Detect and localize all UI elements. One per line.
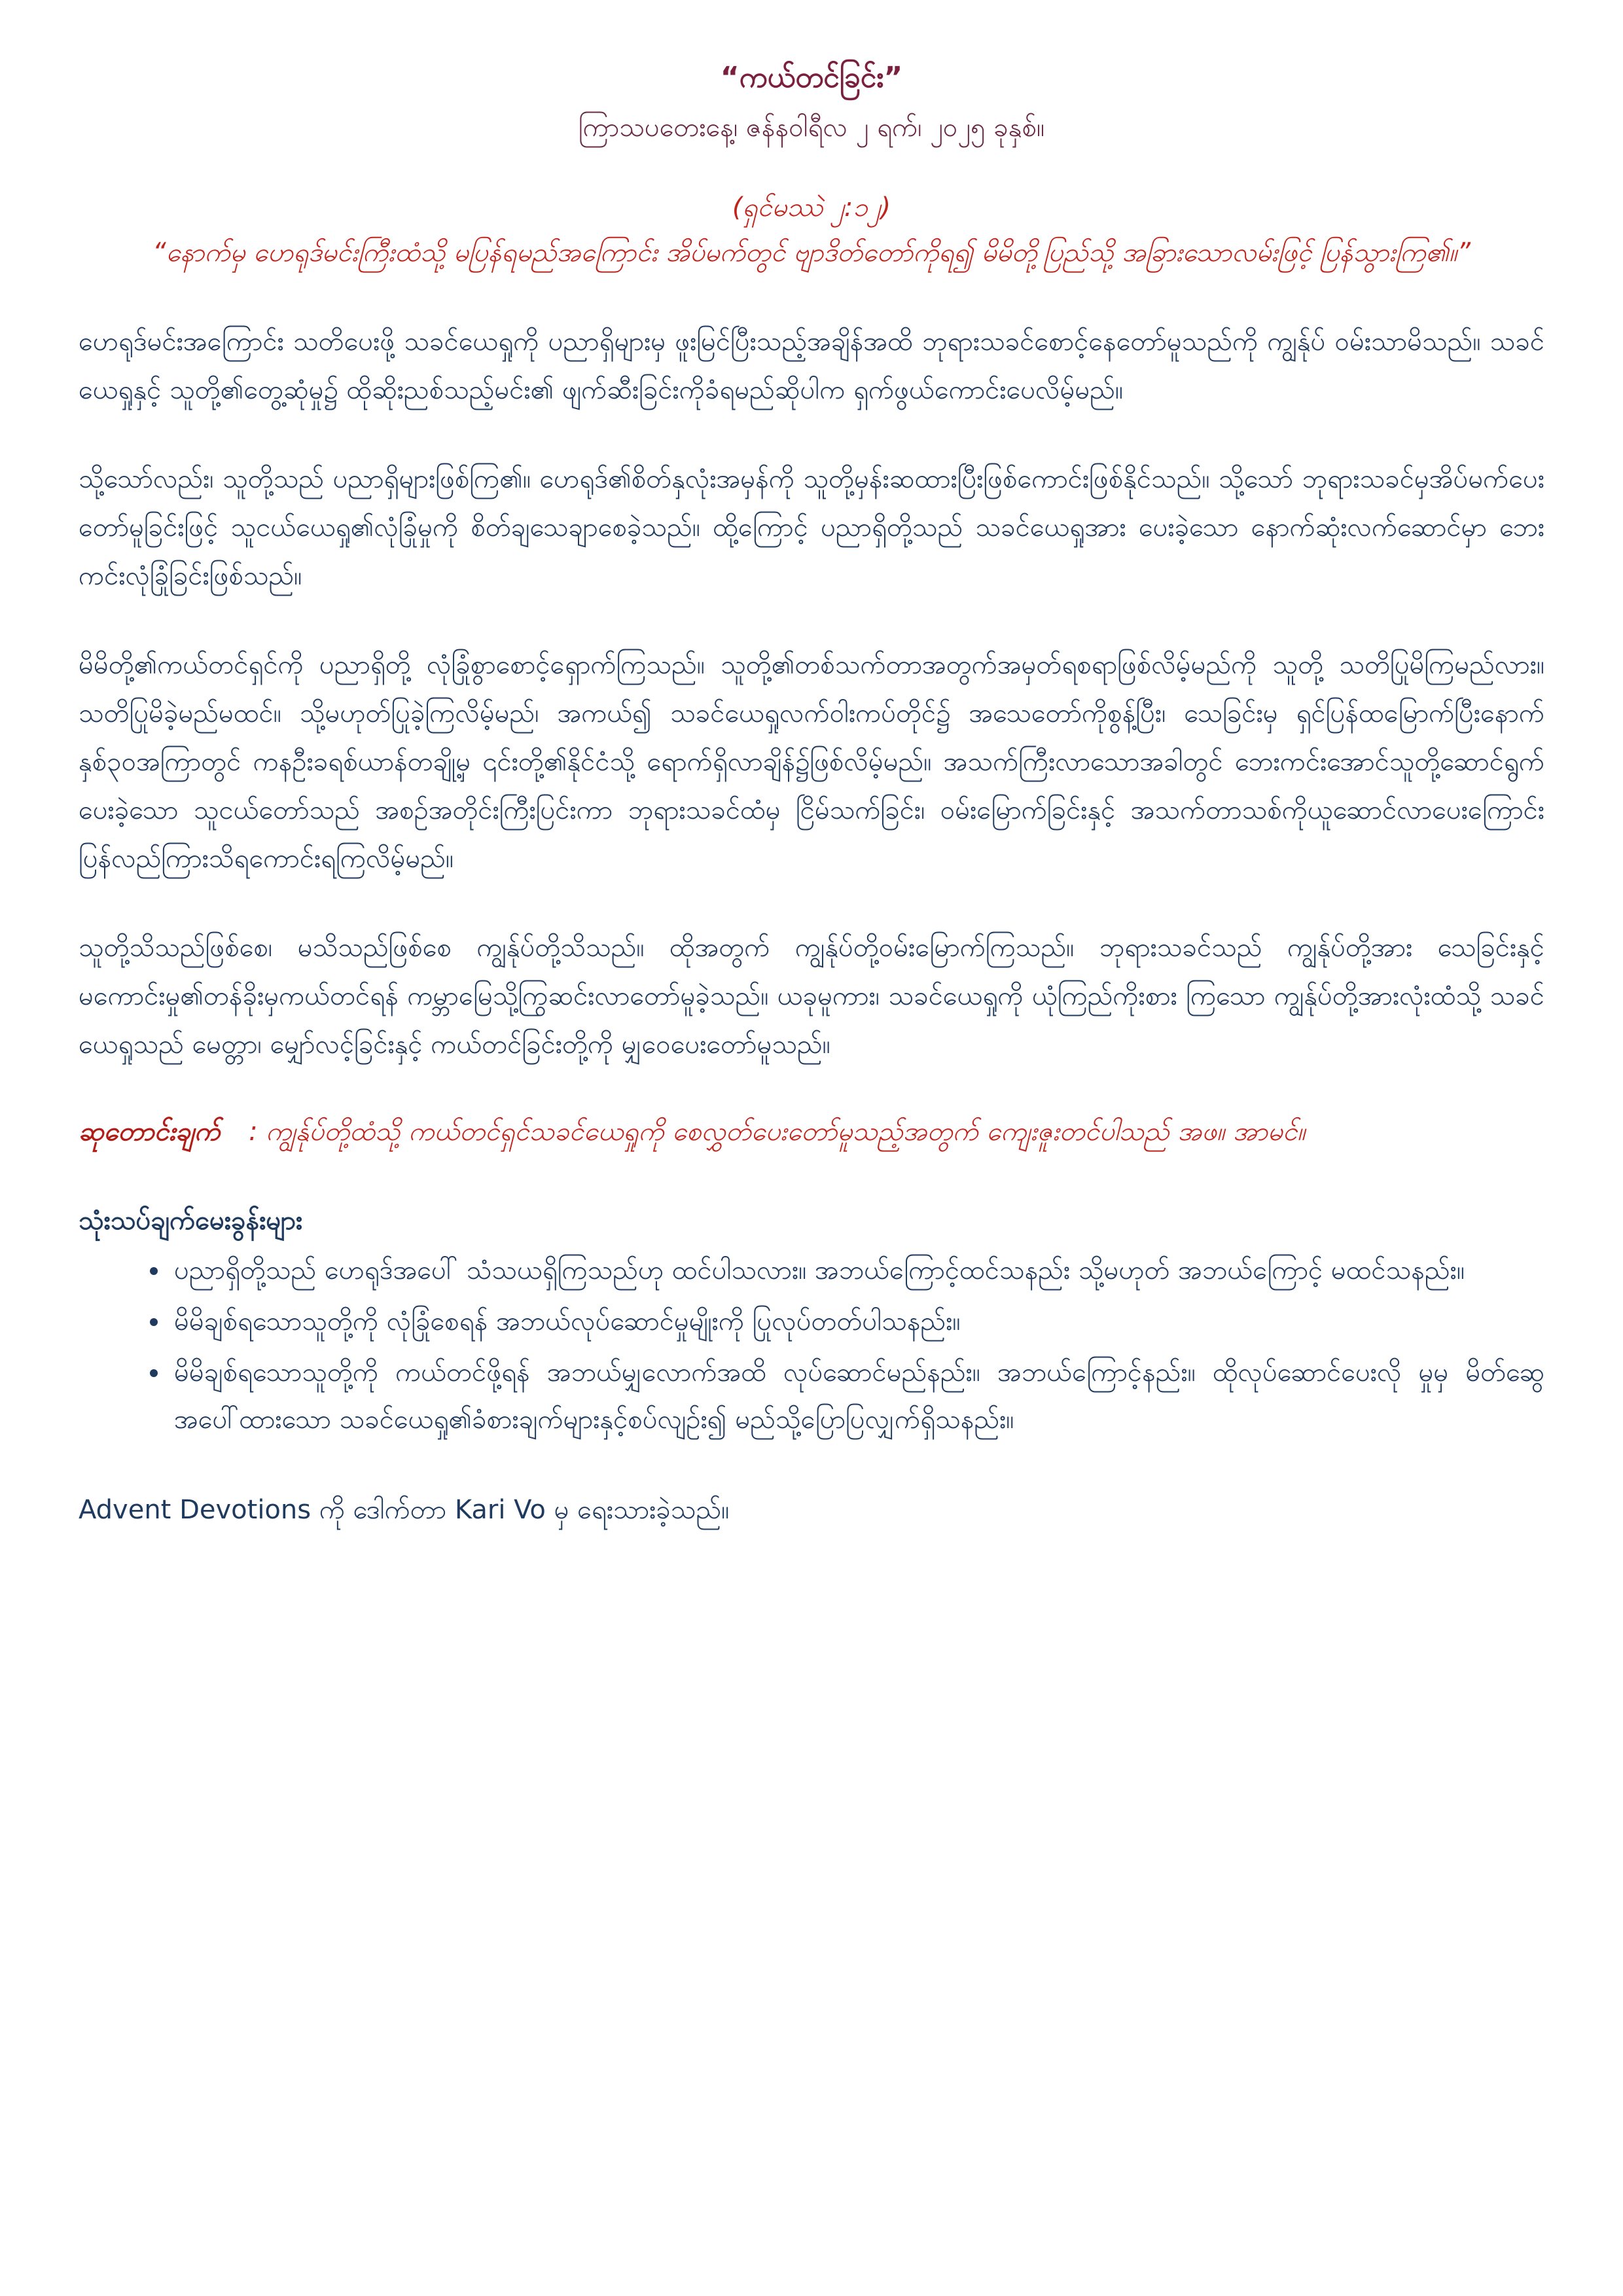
date-line: ကြာသပတေးနေ့၊ ဇန်နဝါရီလ ၂ ရက်၊ ၂၀၂၅ ခုနှစ်။ [578,113,1045,143]
prayer [79,1109,1544,1154]
verse-reference: (ရှင်မဿဲ ၂:၁၂) [732,192,891,223]
question-item: • မိမိချစ်ရသောသူတို့ကို ကယ်တင်ဖို့ရန် အဘယ်မျှလောက်အထိ လုပ်ဆောင်မည်နည်း။ အဘယ်ကြောင့်နည်း။ ထိုလုပ်ဆောင်ပေးလို မှုမှ မိတ်ဆွေအပေါ်ထားသော သခင်ယေရှု၏ခံစားချက်များနှင့်စပ်လျဉ်း၍ မည်သို့ပြောပြလျှက်ရှိသနည်း။ [170,1349,1544,1443]
question-item: • ပညာရှိတို့သည် ဟေရုဒ်အပေါ် သံသယရှိကြသည်ဟု ထင်ပါသလား။ အဘယ်ကြောင့်ထင်သနည်း သို့မဟုတ် အဘယ်ကြောင့် မထင်သနည်း။ [170,1247,1544,1294]
question-item: • မိမိချစ်ရသောသူတို့ကို လုံခြုံစေရန် အဘယ်လုပ်ဆောင်မှုမျိုးကို ပြုလုပ်တတ်ပါသနည်း။ [170,1298,1544,1345]
verse-text: “နောက်မှ ဟေရုဒ်မင်းကြီးထံသို့ မပြန်ရမည်အကြောင်း အိပ်မက်တွင် ဗျာဒိတ်တော်ကိုရ၍ မိမိတို့ပြည်သို့ အခြားသောလမ်းဖြင့် ပြန်သွားကြ၏။” [152,238,1471,268]
questions-title: သုံးသပ်ချက်မေးခွန်းများ [79,1206,303,1236]
questions-list [79,1247,1544,1443]
prayer-label: ဆုတောင်းချက် [79,1117,221,1147]
prayer-text: : ကျွန်ုပ်တို့ထံသို့ ကယ်တင်ရှင်သခင်ယေရှုကို စေလွှတ်ပေးတော်မူသည့်အတွက် ကျေးဇူးတင်ပါသည် အဖ။ အာမင်။ [249,1117,1306,1147]
paragraph-4: သူတို့သိသည်ဖြစ်စေ၊ မသိသည်ဖြစ်စေ ကျွန်ုပ်တို့သိသည်။ ထိုအတွက် ကျွန်ုပ်တို့ဝမ်းမြောက်ကြသည်။ ဘုရားသခင်သည် ကျွန်ုပ်တို့အား သေခြင်းနှင့် မကောင်းမှု၏တန်ခိုးမှကယ်တင်ရန် ကမ္ဘာမြေသို့ကြွဆင်းလာတော်မူခဲ့သည်။ ယခုမူကား၊ သခင်ယေရှုကို ယုံကြည်ကိုးစား ကြသော ကျွန်ုပ်တို့အားလုံးထံသို့ သခင်ယေရှုသည် မေတ္တာ၊ မျှော်လင့်ခြင်းနှင့် ကယ်တင်ခြင်းတို့ကို မျှဝေပေးတော်မူသည်။ [79,933,1544,1060]
paragraph-2: သို့သော်လည်း၊ သူတို့သည် ပညာရှိများဖြစ်ကြ၏။ ဟေရုဒ်၏စိတ်နှလုံးအမှန်ကို သူတို့မှန်းဆထားပြီးဖြစ်ကောင်းဖြစ်နိုင်သည်။ သို့သော် ဘုရားသခင်မှအိပ်မက်ပေးတော်မူခြင်းဖြင့် သူငယ်ယေရှု၏လုံခြုံမှုကို စိတ်ချသေချာစေခဲ့သည်။ ထို့ကြောင့် ပညာရှိတို့သည် သခင်ယေရှုအား ပေးခဲ့သော နောက်ဆုံးလက်ဆောင်မှာ ဘေးကင်းလုံခြုံခြင်းဖြစ်သည်။ [79,464,1544,592]
paragraph-3: မိမိတို့၏ကယ်တင်ရှင်ကို ပညာရှိတို့ လုံခြုံစွာစောင့်ရှောက်ကြသည်။ သူတို့၏တစ်သက်တာအတွက်အမှတ်ရစရာဖြစ်လိမ့်မည်ကို သူတို့ သတိပြုမိကြမည်လား။ သတိပြုမိခဲ့မည်မထင်။ သို့မဟုတ်ပြုခဲ့ကြလိမ့်မည်၊ အကယ်၍ သခင်ယေရှုလက်ဝါးကပ်တိုင်၌ အသေတော်ကိုစွန့်ပြီး၊ သေခြင်းမှ ရှင်ပြန်ထမြောက်ပြီးနောက် နှစ်၃၀အကြာတွင် ကနဦးခရစ်ယာန်တချို့မှ ၎င်းတို့၏နိုင်ငံသို့ ရောက်ရှိလာချိန်၌ဖြစ်လိမ့်မည်။ အသက်ကြီးလာသောအခါတွင် ဘေးကင်းအောင်သူတို့ဆောင်ရွက်ပေးခဲ့သော သူငယ်တော်သည် အစဉ်အတိုင်းကြီးပြင်းကာ ဘုရားသခင်ထံမှ ငြိမ်သက်ခြင်း၊ ဝမ်းမြောက်ခြင်းနှင့် အသက်တာသစ်ကိုယူဆောင်လာပေးကြောင်း ပြန်လည်ကြားသိရကောင်းရကြလိမ့်မည်။ [79,650,1544,874]
document-title: “ကယ်တင်ခြင်း” [720,61,903,94]
author-credit: Advent Devotions ကို ဒေါက်တာ Kari Vo မှ ရေးသားခဲ့သည်။ [79,1495,730,1526]
paragraph-1: ဟေရုဒ်မင်းအကြောင်း သတိပေးဖို့ သခင်ယေရှုကို ပညာရှိများမှ ဖူးမြင်ပြီးသည့်အချိန်အထိ ဘုရားသခင်စောင့်နေတော်မူသည်ကို ကျွန်ုပ် ဝမ်းသာမိသည်။ သခင်ယေရှုနှင့် သူတို့၏တွေ့ဆုံမှု၌ ထိုဆိုးညစ်သည့်မင်း၏ ဖျက်ဆီးခြင်းကိုခံရမည်ဆိုပါက ရှက်ဖွယ်ကောင်းပေလိမ့်မည်။ [79,327,1544,406]
